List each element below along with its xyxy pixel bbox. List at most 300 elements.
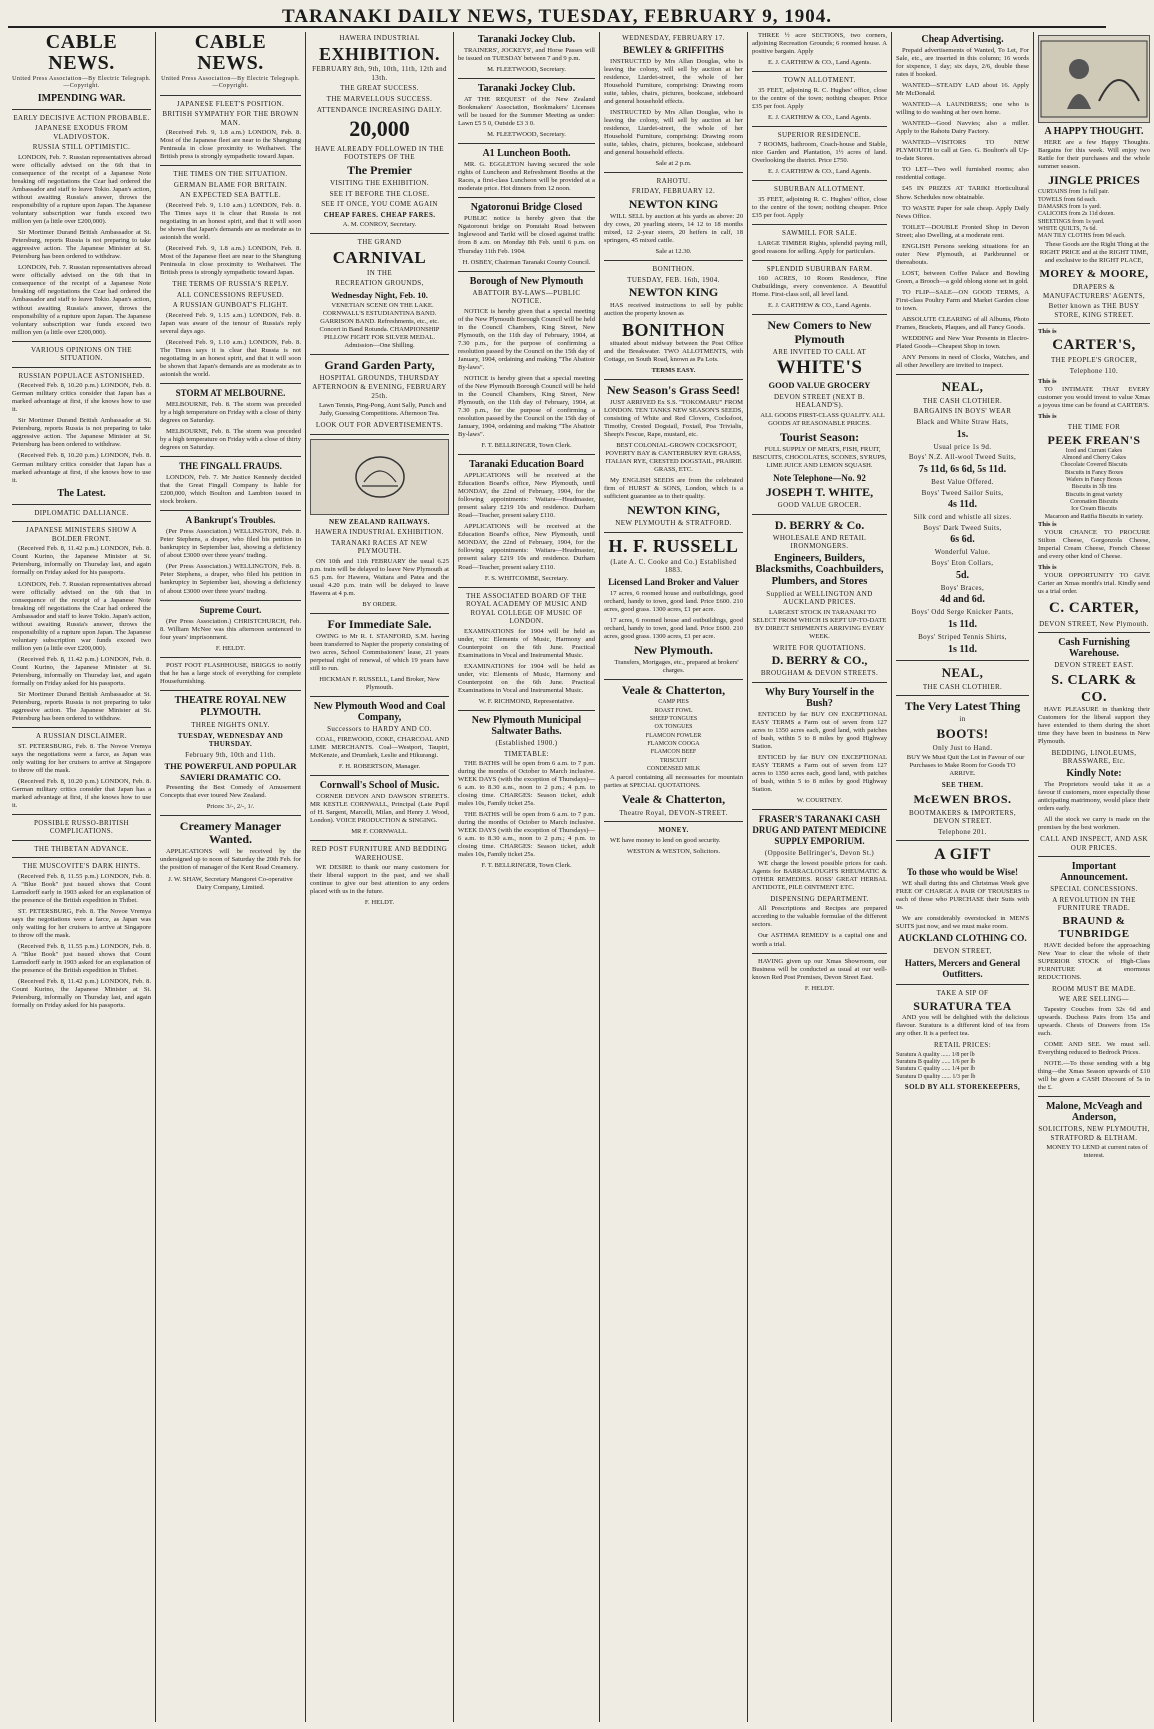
engineers-heading: Engineers, Builders, Blacksmiths, Coachbuilders, Plumbers, and Stores (755, 552, 884, 587)
cheese: YOUR CHANCE TO PROCURE Stilton Cheese, Gorgonzola Cheese, Imperial Cream Cheese, French Cheese and every other kind of Cheese. (1038, 528, 1150, 561)
neal-heading: NEAL, (941, 379, 984, 395)
farm-body: 160 ACRES, 10 Room Residence, Fine Outbuildings, every convenience. A Beautiful Home. First-class soil, all level land. (752, 275, 887, 299)
xmas-body: HAVING given up our Xmas Showroom, our Business will be conducted as usual at our well-known Red Post Premises, Devon Street East. (752, 957, 887, 981)
exhibition-number: 20,000 (349, 116, 410, 142)
neal-price: 4s 11d. (948, 499, 977, 511)
carters-sub: THE PEOPLE'S GROCER, (1050, 356, 1138, 365)
newton-king-heading: NEWTON KING (628, 285, 719, 300)
garden-body: Lawn Tennis, Ping-Pong, Aunt Sally, Punch and Judy, Guessing Competitions. Afternoon Tea. (318, 402, 446, 418)
jockey-sign: M. FLEETWOOD, Secretary. (487, 66, 566, 74)
garden-heading: Grand Garden Party, (324, 358, 435, 373)
small-ad: WANTED—VISITORS TO NEW PLYMOUTH to call at Geo. G. Boulton's all Up-to-date Stores. (896, 139, 1029, 163)
music-board-body: EXAMINATIONS for 1904 will be held as under, viz: Elements of Music, Harmony and Counterpoint on the 6th June. Practical Examinations in Vocal and Instrumental Music. (458, 627, 595, 659)
russell-body: 17 acres, 6 roomed house and outbuildings, good orchard, handy to town, good land. Price £600. 210 acres, good grass. 1300 acres, £1 per acre. (604, 589, 743, 613)
newton-king-sale: Sale at 12.30. (655, 248, 692, 256)
music-board-heading: THE ASSOCIATED BOARD OF THE ROYAL ACADEMY OF MUSIC AND ROYAL COLLEGE OF MUSIC OF LONDON. (465, 591, 588, 626)
cash-heading: Cash Furnishing Warehouse. (1058, 637, 1130, 660)
article-body: (Received Feb. 8, 10.20 p.m.) LONDON, Feb. 8. German military critics consider that Japan has a marked advantage at first, if she knows how to use it. (12, 382, 151, 414)
article-body: ST. PETERSBURG, Feb. 8. The Novoe Vremya says the negotiations were a farce, as Japan was only waiting for her cruisers to arrive at Singapore to throw off the mask. (12, 742, 151, 774)
bedding: BEDDING, LINOLEUMS, BRASSWARE, Etc. (1051, 748, 1137, 766)
neal-heading: NEAL, (941, 664, 984, 680)
hatters: Hatters, Mercers and General Outfitters. (904, 958, 1021, 979)
article-body: Sir Mortimer Durand British Ambassador at St. Petersburg, reports Russia is not preparing to take aggressive action. The Japanese Minister at St. Petersburg has been ordered to withdraw. (12, 417, 151, 449)
music-board-sign: W. F. RICHMOND, Representative. (478, 697, 575, 705)
tourist-body: FULL SUPPLY OF MEATS, FISH, FRUIT, BISCUITS, CHOCOLATES, SCONES, SYRUPS, LIME JUICE AND LEMON SQUASH. (752, 445, 887, 469)
subhead: A RUSSIAN GUNBOAT'S FLIGHT. (172, 301, 289, 310)
music-heading: Cornwall's School of Music. (319, 780, 440, 792)
veale-heading: Veale & Chatterton, (621, 792, 726, 807)
carnival-date: Wednesday Night, Feb. 10. (331, 289, 428, 300)
rahotu: RAHOTU. (656, 176, 691, 185)
peek-list (1038, 448, 1150, 521)
carter-name: C. CARTER, (1049, 600, 1139, 617)
berry-heading: D. BERRY & Co. (774, 517, 865, 532)
carnival-line: IN THE (366, 268, 393, 277)
morey-heading: MOREY & MOORE, (1039, 267, 1149, 280)
revolution: A REVOLUTION IN THE FURNITURE TRADE. (1052, 895, 1136, 913)
town-heading: TOWN ALLOTMENT. (783, 76, 856, 85)
subhead: JAPANESE MINISTERS SHOW A BOLDER FRONT. (26, 526, 137, 543)
neal-item: Boys' Dark Tweed Suits, (923, 523, 1002, 532)
subhead: THE MUSCOVITE'S DARK HINTS. (22, 862, 141, 871)
article-body: (Received Feb. 8, 11.42 p.m.) LONDON, Feb. 8. Count Kurino, the Japanese Minister at St. Petersburg, informally on Thursday last, and again formally on Friday asked for his passports. (12, 978, 151, 1010)
column-2 (156, 32, 306, 1722)
opportunity: YOUR OPPORTUNITY TO GIVE Carter an Xmas month's trial. Kindly send us a trial order. (1038, 572, 1150, 596)
neal-price: 5d. (955, 569, 970, 581)
mcewen-sub: BOOTMAKERS & IMPORTERS, DEVON STREET. (909, 808, 1016, 826)
telephone: Note Telephone—No. 92 (773, 472, 866, 483)
supreme-heading: Supreme Court. (199, 604, 262, 615)
education-heading: Taranaki Education Board (469, 459, 584, 471)
red-post-body: WE DESIRE to thank our many customers for their liberal support in the past, and we shall continue to give our best attention to any orders placed with us in the future. (310, 864, 449, 896)
bewley-body: INSTRUCTED by Mrs Allan Douglas, who is leaving the colony, will sell by auction at her residence, Liardet-street, the whole of her Household Furniture, comprising: Drawing room suite, tables, chairs, pictures, bookcase, sideboard and general household effects. (604, 57, 743, 105)
gift-body: WE shall during this and Christmas Week give FREE OF CHARGE A PAIR OF TROUSERS to each of those who PURCHASE their Suits with us. (896, 879, 1029, 911)
article-body: LONDON, Feb. 7. Mr Justice Kennedy decided that the Great Fingall Company is liable for £200,000, which Boulton and Lambton issued in stock brokers. (160, 474, 301, 506)
exhibition-line: THE GREAT SUCCESS. (340, 84, 419, 93)
small-ads-list (896, 82, 1029, 370)
exhibition-line: SEE IT ONCE, YOU COME AGAIN (321, 200, 438, 209)
seed-also: BEST COLONIAL-GROWN COCKSFOOT, POVERTY BAY & CANTERBURY RYE GRASS, ITALIAN RYE, CRESTED DOGSTAIL, PRAIRIE GRASS, ETC. (605, 441, 742, 474)
subhead: THE THIBETAN ADVANCE. (34, 844, 129, 853)
column-6 (748, 32, 892, 1722)
article-body: (Received Feb. 8, 11.55 p.m.) LONDON, Feb. 8. A "Blue Book" just issued shows that Count Lamsdorff early in 1903 asked for an explanation of the presence of the British expedition in Thibet. (12, 943, 151, 975)
neal-item: Best Value Offered. (931, 477, 994, 486)
neal-item: Boys' Odd Serge Knicker Pants, (911, 608, 1014, 617)
jockey-sign: M. FLEETWOOD, Secretary. (487, 131, 566, 139)
latest-in: in (959, 715, 966, 724)
article-body: (Received Feb. 9, 1.10 a.m.) LONDON, Feb. 8. The Times says it is clear that Russia is not negotiating in an honest spirit, and that it will soon be shown that Japan's demands are as moderate as to astonish the world. (160, 201, 301, 242)
bush-sign: W. COURTNEY. (796, 797, 843, 805)
theatre-body: Presenting the Best Comedy of Amusement Concepts that ever toured New Zealand. (160, 783, 301, 799)
column-7 (892, 32, 1034, 1722)
selling: WE ARE SELLING— (1058, 995, 1130, 1004)
bewley-sale: Sale at 2 p.m. (655, 159, 692, 167)
peek-item: Iced and Currant Cakes (1065, 447, 1123, 454)
veale-item: OX TONGUES (654, 724, 693, 731)
veale-item: ROAST FOWL (654, 707, 693, 714)
fraser-sub: (Opposite Bellringer's, Devon St.) (764, 849, 875, 858)
exhibition-sign: A. M. CONROY, Secretary. (342, 221, 417, 229)
red-post-sign: F. HELDT. (364, 899, 395, 907)
jockey-heading: Taranaki Jockey Club. (477, 83, 576, 95)
neal-item: Boys' Braces, (940, 583, 985, 592)
russell-licence: Licensed Land Broker and Valuer (608, 576, 739, 587)
baths-timetable: TIMETABLE: (503, 749, 550, 758)
suratura-price: Suratura B quality ...... 1/6 per lb (896, 1059, 975, 1066)
peek-item: Almond and Cherry Cakes (1061, 455, 1127, 462)
neal-item: Silk cord and whistle all sizes. (913, 513, 1012, 522)
veale-item: FLAMCON COOGA (647, 741, 700, 748)
gift-sub: To those who would be Wise! (906, 866, 1019, 877)
theatre-dates: February 9th, 10th and 11th. (185, 750, 276, 759)
neal-price: 1s. (956, 428, 969, 440)
newton-king-heading: NEWTON KING, (627, 503, 720, 518)
neal-item: Wonderful Value. (934, 548, 991, 557)
peek-item: Coronation Biscuits (1070, 499, 1118, 506)
tourist-heading: Tourist Season: (779, 429, 860, 444)
education-body: APPLICATIONS will be received at the Education Board's office, New Plymouth, until MONDAY, the 22nd of February, 1904, for the following appointments: Waitara—Headmaster, present salary £219 10s and residence. Durham Road—Teacher, present salary £110. (458, 523, 595, 571)
garden-look: LOOK OUT FOR ADVERTISEMENTS. (315, 421, 444, 430)
cash-sub: DEVON STREET EAST. (1054, 661, 1134, 670)
subhead: RUSSIA STILL OPTIMISTIC. (32, 143, 131, 152)
article-body: MELBOURNE, Feb. 8. The storm was preceded by a high temperature on Friday with a close of thirty degrees on Saturday. (160, 401, 301, 425)
neal-price: 1s 11d. (948, 643, 977, 655)
theatre-dates: TUESDAY, WEDNESDAY AND THURSDAY. (177, 731, 284, 749)
small-ad: ANY Persons in need of Clocks, Watches, and all other Jewellery are invited to inspect. (896, 354, 1029, 370)
woodcut-image (1038, 35, 1150, 123)
article-body: Sir Mortimer Durand British Ambassador at St. Petersburg, reports Russia is not preparing to take aggressive action. The Japanese Minister at St. Petersburg has been ordered to withdraw. (12, 229, 151, 261)
neal-body: BARGAINS IN BOYS' WEAR (913, 407, 1012, 416)
column-1 (8, 32, 156, 1722)
veale-item: SHEEP TONGUES (649, 716, 698, 723)
kindly-body: The Proprietors would take it as a favour if customers, more especially those anticipating matrimony, would place their orders early. (1038, 780, 1150, 813)
exhibition-line: CHEAP FARES. CHEAP FARES. (323, 210, 436, 219)
bonithon-body: situated about midway between the Post Office and the Breakwater. TWO ALLOTMENTS, with Cottage, on South Road, known as Pa Lots. (604, 339, 743, 363)
article-body: MELBOURNE, Feb. 8. The storm was preceded by a high temperature on Friday with a close of thirty degrees on Saturday. (160, 428, 301, 452)
mcewen-heading: McEWEN BROS. (913, 792, 1012, 807)
malone-sub: SOLICITORS, NEW PLYMOUTH, STRATFORD & ELTHAM. (1038, 1125, 1150, 1142)
berry-heading: D. BERRY & CO., (771, 653, 868, 668)
auckland-heading: AUCKLAND CLOTHING CO. (898, 933, 1027, 944)
newton-king-body: WILL SELL by auction at his yards as above: 20 dry cows, 20 yearling steers, 14 12 to 18 months mixed, 12 2-year steers, 20 heifers in calf, 18 springers, 45 mixed cattle. (604, 213, 743, 245)
see-them: SEE THEM. (941, 781, 984, 790)
music-sign: MR F. CORNWALL. (351, 828, 408, 836)
neal-item: Boys' N.Z. All-wool Tweed Suits, (908, 453, 1017, 462)
bewley-heading: BEWLEY & GRIFFITHS (623, 44, 724, 55)
sip: TAKE A SIP OF (936, 988, 989, 997)
bridge-body: PUBLIC notice is hereby given that the Ngatoronui bridge on Ponutahi Road between Inglewood and Tariki will be closed against traffic from 8 a.m. on Monday 8th Feb. until 6 p.m. on Thursday 11th Feb. 1904. (458, 215, 595, 255)
jingle-item: CALICOES from 2s 11d dozen. (1038, 211, 1115, 218)
jingle-item: WHITE QUILTS, 7s 6d. (1038, 225, 1097, 232)
grocery-address: DEVON STREET (NEXT B. HEALAND'S). (774, 392, 865, 410)
small-ad: ENGLISH Persons seeking situations for an outer New Plymouth, at Parkbrunnel or thereabouts. (896, 242, 1029, 266)
grocery-heading: GOOD VALUE GROCERY (768, 380, 871, 391)
theatre-heading: THEATRE ROYAL NEW PLYMOUTH. (174, 694, 287, 718)
dispensing-heading: DISPENSING DEPARTMENT. (770, 894, 869, 903)
peek-item: Ice Cream Biscuits (1071, 506, 1117, 513)
red-post-heading: RED POST FURNITURE AND BEDDING WAREHOUSE. (311, 845, 448, 862)
subhead: RUSSIAN POPULACE ASTONISHED. (18, 371, 145, 380)
sclark-body: HAVE PLEASURE in thanking their Customers for the liberal support they have extended to them during the short time they have been in business in New Plymouth. (1038, 705, 1150, 745)
carnival-pre: THE GRAND (357, 238, 402, 247)
grocery-body: ALL GOODS FIRST-CLASS QUALITY. ALL GOODS AT REASONABLE PRICES. (760, 411, 885, 427)
come: COME AND SEE. We must sell. Everything reduced to Bedrock Prices. (1038, 1040, 1150, 1056)
neal-item: Usual price 1s 9d. (933, 442, 992, 451)
jingle-item: DAMASKS from 1s yard. (1038, 203, 1101, 210)
jockey-body: TRAINERS', JOCKEYS', and Horse Passes will be issued on TUESDAY between 7 and 9 p.m. (458, 47, 595, 63)
fraser-body: WE charge the lowest possible prices for cash. Agents for BARRACLOUGH'S RHEUMATIC & OTHER REMEDIES. ROSS' GREAT HERBAL ANTIDOTE, PILE OINTMENT ETC. (752, 859, 887, 891)
this-is: This is (1038, 564, 1057, 572)
small-ad: ABSOLUTE CLEARING of all Albums, Photo Frames, Brackets, Plaques, and all Fancy Goods. (896, 315, 1029, 331)
exhibition-pre: HAWERA INDUSTRIAL (339, 34, 420, 42)
subhead: THE TIMES ON THE SITUATION. (173, 170, 288, 179)
music-body: CORNER DEVON AND DAWSON STREETS. MR KESTLE CORNWALL, Principal (Late Pupil of H. Sargent, Marcelli, Milan, and Henry J. Wood, London). VOICE PRODUCTION & SINGING. (310, 793, 449, 825)
borough-sign: F. T. BELLRINGER, Town Clerk. (481, 442, 572, 450)
residence-body: 7 ROOMS, bathroom, Coach-house and Stable, nice Garden and Plantation, 1½ acres of land. Overlooking the district. Price £750. (752, 141, 887, 165)
money-heading: MONEY. (658, 826, 689, 835)
latest-thing-heading: The Very Latest Thing (904, 699, 1021, 714)
premier: The Premier (347, 162, 412, 177)
article-body: (Received Feb. 8, 11.55 p.m.) LONDON, Feb. 8. A "Blue Book" just issued shows that Count Lamsdorff early in 1903 asked for an explanation of the presence of the British expedition in Thibet. (12, 872, 151, 905)
article-body: (Received Feb. 9, 1.10 a.m.) LONDON, Feb. 8. The Times says it is clear that Russia is not negotiating in an honest spirit, and that it will soon be shown that Japan's demands are as moderate as to astonish the world. (160, 338, 301, 379)
quotations: WRITE FOR QUOTATIONS. (772, 643, 867, 652)
happy-body: HERE are a few Happy Thoughts. Bargains for this week. Will enjoy two Rattle for their purchases and the whole summer season. (1038, 139, 1150, 171)
boots-heading: BOOTS! (936, 726, 989, 741)
exhibition-line: ATTENDANCE INCREASING DAILY. (316, 105, 443, 114)
newton-king-heading: NEWTON KING (628, 196, 719, 211)
suratura-price: Suratura A quality ...... 1/8 per lb (896, 1051, 975, 1058)
berry-sub: WHOLESALE AND RETAIL IRONMONGERS. (772, 533, 867, 551)
suratura-body: AND you will be delighted with the delicious flavour. Suratura is a different kind of tea from any other. It is a perfect tea. (896, 1014, 1029, 1038)
small-ad: WEDDING and New Year Presents in Electro-Plated Goods—Cheapest Shop in town. (896, 334, 1029, 350)
subhead: EARLY DECISIVE ACTION PROBABLE. (13, 113, 150, 122)
suratura-price: Suratura C quality ...... 1/4 per lb (896, 1066, 975, 1073)
veale-item: CONDENSED MILK (646, 765, 701, 772)
borough-heading: Borough of New Plymouth (469, 275, 584, 287)
article-body: ST. PETERSBURG, Feb. 8. The Novoe Vremya says the negotiations were a farce, as Japan was only waiting for her cruisers to arrive at Singapore to throw off the mask. (12, 908, 151, 940)
white-sub: GOOD VALUE GROCER. (777, 501, 862, 510)
subhead: GERMAN BLAME FOR BRITAIN. (173, 180, 288, 189)
garden-sub: HOSPITAL GROUNDS, THURSDAY AFTERNOON & EVENING, FEBRUARY 25th. (312, 374, 447, 400)
baths-heading: New Plymouth Municipal Saltwater Baths. (471, 714, 582, 737)
small-ad: WANTED—A LAUNDRESS; one who is willing to do washing at her own home. (896, 101, 1029, 117)
exhibition-line: SEE IT BEFORE THE CLOSE. (329, 189, 430, 198)
subhead: A RUSSIAN DISCLAIMER. (35, 732, 128, 741)
boots-sub: Only Just to Hand. (932, 743, 993, 752)
neal-tag: THE CASH CLOTHIER. (922, 682, 1003, 691)
subhead: VARIOUS OPINIONS ON THE SITUATION. (31, 345, 132, 363)
small-ad: TO LET—Two well furnished rooms; also residential cottage. (896, 166, 1029, 182)
jingle-heading: JINGLE PRICES (1048, 173, 1140, 188)
carters-heading: CARTER'S, (1052, 337, 1136, 354)
railway-heading: NEW ZEALAND RAILWAYS. (329, 517, 430, 526)
money-sign: WESTON & WESTON, Solicitors. (626, 847, 721, 855)
railway-crest-image (310, 439, 449, 515)
peek-heading: PEEK FREAN'S (1047, 433, 1141, 448)
neal-price: 6s 6d. (950, 534, 975, 546)
article-body: (Received Feb. 8, 11.42 p.m.) LONDON, Feb. 8. Count Kurino, the Japanese Minister at St. Petersburg, informally on Thursday last, and again formally on Friday asked for his passports. (12, 545, 151, 577)
fraser-heading: FRASER'S TARANAKI CASH DRUG AND PATENT MEDICINE SUPPLY EMPORIUM. (752, 814, 887, 847)
note: NOTE.—To those sending with a big thing—the Xmas Season upwards of £10 will be given a CASH Discount of 5s in the £. (1038, 1060, 1150, 1092)
article-body: (Per Press Association.) WELLINGTON, Feb. 8. Peter Stephens, a draper, who filed his petition in bankruptcy in September last, showing a deficiency of about £3000 over three years' trading. (160, 528, 301, 560)
woodcut-figure-icon (1039, 39, 1149, 119)
veale-sub: Theatre Royal, DEVON-STREET. (619, 808, 728, 817)
kindly-body: All the stock we carry is made on the premises by the best workmen. (1038, 816, 1150, 832)
neal-price: 1s 11d. (948, 618, 977, 630)
russell-body: 17 acres, 6 roomed house and outbuildings, good orchard, handy to town, good land. Price £600. 210 acres, good grass. 1300 acres, £1 per acre. (604, 616, 743, 640)
subhead: ALL CONCESSIONS REFUSED. (176, 290, 285, 299)
veale-item: FLAMCON BEEF (650, 749, 697, 756)
column-4 (454, 32, 600, 1722)
cheap-ads-heading: Cheap Advertising. (921, 34, 1004, 45)
article-body: LONDON, Feb. 7. Russian representatives abroad were officially advised on the 6th that in consequence of the receipt of a Japanese Note breaking off negotiations the Czar had ordered the Ambassador and staff to leave Tokio. Japan's action, without awaiting Russia's answer, throws the responsibility of a rupture upon Japan. The Japanese voluntary subscription war funds exceed two million yen (a little over £200,000). (12, 580, 151, 652)
cable-news-heading: CABLE NEWS. (45, 31, 118, 74)
subhead: JAPANESE EXODUS FROM VLADIVOSTOK. (34, 124, 129, 141)
selling-body: Tapestry Couches from 32s 6d and upwards. Duchess Pairs from 15s and upwards. Chests of Drawers from 15s each. (1038, 1005, 1150, 1037)
jingle-item: TOWELS from 6d each. (1038, 196, 1097, 203)
article-body: (Per Press Association.) CHRISTCHURCH, Feb. 8. William McNee was this afternoon sentenced to four years' imprisonment. (160, 617, 301, 641)
braund-body: HAVE decided before the approaching New Year to clear the whole of their SUPERIOR STOCK of High-Class FURNITURE at enormous REDUCTIONS. (1038, 941, 1150, 981)
borough-sub: ABATTOIR BY-LAWS—PUBLIC NOTICE. (472, 288, 581, 306)
asthma: Our ASTHMA REMEDY is a capital one and worth a trial. (752, 932, 887, 948)
jockey-body: AT THE REQUEST of the New Zealand Bookmakers' Association, Bookmakers' Licenses will be issued for the Summer Meeting as under: Lawn £5 5 0, Outside £3 3 0. (458, 96, 595, 128)
berry-sub: BROUGHAM & DEVON STREETS. (760, 669, 879, 678)
sale-body: OWING to Mr R. I. STANFORD, S.M. having been transferred to Napier the property consisting of two acres, School Commissioners' lease, 21 years perpetual right of renewal, of which 19 years have still to run. (310, 633, 449, 673)
creamery-heading: Creamery Manager Wanted. (179, 819, 282, 847)
veale-item: FLAMCON FOWLER (645, 732, 702, 739)
baths-sub: (Established 1900.) (495, 738, 558, 747)
creamery-sign: J. W. SHAW, Secretary Mangorei Co-operative Dairy Company, Limited. (168, 875, 293, 891)
jockey-heading: Taranaki Jockey Club. (477, 34, 576, 45)
white-name: JOSEPH T. WHITE, (765, 484, 874, 499)
retail-heading: RETAIL PRICES: (933, 1041, 992, 1050)
property-sign: E. J. CARTHEW & CO., Land Agents. (768, 113, 871, 121)
russell-sub: (Late A. C. Cooke and Co.) Established 1883. (610, 557, 737, 575)
carnival-body: VENETIAN SCENE ON THE LAKE. CORNWALL'S ESTUDIANTINA BAND. GARRISON BAND. Refreshments, etc., etc. Concert in Band Rotunda. CHAMPIONSHIP PILLOW FIGHT FOR SILVER MEDAL. Admission—One Shilling. (319, 302, 440, 350)
kindly-heading: Kindly Note: (1066, 767, 1122, 779)
bonithon-date: TUESDAY, FEB. 16th, 1904. (627, 275, 720, 284)
call: CALL AND INSPECT, AND ASK OUR PRICES. (1040, 835, 1148, 852)
neal-item: Black and White Straw Hats, (916, 418, 1009, 427)
article-body: (Received Feb. 9, 1.15 a.m.) LONDON, Feb. 8. Japan was aware of the tenour of Russia's reply several days ago. (160, 311, 301, 335)
subhead: DIPLOMATIC DALLIANCE. (34, 508, 129, 517)
seed-heading: New Season's Grass Seed! (606, 382, 740, 397)
new-plymouth-heading: New Plymouth. (634, 643, 713, 658)
luncheon-heading: A1 Luncheon Booth. (482, 148, 571, 160)
veale-item-list (604, 699, 743, 773)
storm-heading: STORM AT MELBOURNE. (175, 388, 286, 399)
peek-item: Biscuits in 3lb tins (1071, 484, 1117, 491)
bonithon-terms: TERMS EASY. (651, 366, 696, 374)
peek-item: Biscuits in Fancy Boxes (1064, 469, 1124, 476)
baths-body: THE BATHS will be open from 6 a.m. to 7 p.m. during the months of October to March inclusive. WEEK DAYS (with the exception of Thursdays)—6 a.m. to 8.30 a.m., noon to 2 p.m.; 4 p.m. to closing time. CHARGES: Season ticket, adult males 10s, Family ticket 25s. (458, 811, 595, 859)
small-ad: LOST, between Coffee Palace and Bowling Green, a Brooch—a gold oblong stone set in gold. (896, 269, 1029, 285)
luncheon-body: MR. G. EGGLETON having secured the sole rights of Luncheon and Refreshment Booths at the Races, a first-class Luncheon will be provided at a moderate price. Hot dinners from 12 noon. (458, 161, 595, 193)
railway-order: BY ORDER. (362, 600, 397, 608)
credit: United Press Association—By Electric Telegraph.—Copyright. (12, 76, 151, 90)
peek-item: Chocolate Covered Biscuits (1060, 462, 1128, 469)
cheap-ads-body: Prepaid advertisements of Wanted, To Let, For Sale, etc., are inserted in this column; 16 words for sixpence, 1 day; six days, 2/6, double these rates if booked. (896, 47, 1029, 79)
jingle-list (1038, 189, 1150, 240)
mcewen-tel: Telephone 201. (938, 827, 987, 836)
bush-heading: Why Bury Yourself in the Bush? (764, 686, 875, 709)
suratura-heading: SURATURA TEA (913, 999, 1012, 1014)
this-is: This is (1038, 377, 1057, 385)
newton-king-body: HAS received instructions to sell by public auction the property known as (604, 301, 743, 317)
education-body: APPLICATIONS will be received at the Education Board's office, New Plymouth, until MONDAY, the 22nd of February, 1904, for the following appointments: Waitara—Headmaster, present salary £219 10s and residence. Durham Road—Teacher, present salary £110. (458, 472, 595, 520)
advert-body: POST FOOT FLASHHOUSE, BRIGGS to notify that he has a large stock of everything for complete Housefurnishing. (160, 661, 301, 685)
xmas-sign: F. HELDT. (804, 984, 835, 992)
frauds-heading: THE FINGALL FRAUDS. (179, 461, 282, 472)
carnival-heading: CARNIVAL (332, 247, 427, 267)
exhibition-dates: FEBRUARY 8th, 9th, 10th, 11th, 12th and 13th. (312, 65, 447, 82)
theatre-prices: Prices: 3/-, 2/-, 1/. (206, 803, 255, 810)
sclark-heading: S. CLARK & CO. (1051, 672, 1137, 705)
bush-body: ENTICED by far BUY ON EXCEPTIONAL EASY TERMS a Farm out of seven from 127 acres to 1350 acres each, good land, with patches of bush, within 5 to 8 miles by good Highway Station. (752, 710, 887, 751)
sale-heading: For Immediate Sale. (327, 616, 432, 631)
gift-body: We are considerably overstocked in MEN'S SUITS just now, and we must make room. (896, 914, 1029, 930)
railway-body: ON 10th and 11th FEBRUARY the usual 6.25 p.m. train will be delayed to leave New Plymouth at 6.5 p.m. for Hawera, Waitara and Patea and the usual 4.20 p.m. train will be delayed to leave Hawera at 4 p.m. (310, 557, 449, 597)
article-body: (Received Feb. 8, 10.20 p.m.) LONDON, Feb. 8. German military critics consider that Japan has a marked advantage at first, if she knows how to use it. (12, 452, 151, 484)
jingle-item: SHEETINGS from 1s yard. (1038, 218, 1105, 225)
exhibition-line: THE MARVELLOUS SUCCESS. (326, 95, 433, 104)
bridge-heading: Ngatoronui Bridge Closed (470, 202, 583, 214)
new-plymouth-body: Transfers, Mortgages, etc., prepared at brokers' charges. (614, 659, 739, 675)
room: ROOM MUST BE MADE. (1051, 984, 1137, 993)
whites-heading: WHITE'S (776, 357, 863, 379)
bonithon-pre: BONITHON. (652, 265, 695, 274)
exhibition-heading: EXHIBITION. (318, 43, 441, 64)
peek-item: Biscuits in great variety (1065, 491, 1123, 498)
cable-news-heading: CABLE NEWS. (194, 31, 267, 74)
boots-body: BUY We Must Quit the Lot in Favour of our Purchases to Make Room for Goods TO ARRIVE. (906, 754, 1025, 778)
money-body: WE have money to lend on good security. (610, 836, 721, 844)
sale-sign: HICKMAN F. RUSSELL, Land Broker, New Plymouth. (319, 676, 440, 692)
jingle-note: These Goods are the Right Thing at the RIGHT PRICE and at the RIGHT TIME, and exclusive to the RIGHT PLACE, (1039, 240, 1149, 264)
veale-heading: Veale & Chatterton, (621, 683, 726, 698)
suratura-price-list (896, 1052, 1029, 1081)
article-body: (Received Feb. 9, 1.8 a.m.) LONDON, Feb. 8. Most of the Japanese fleet are near to the Shangtung Peninsula in close proximity to Weihaiwei. The British press is strongly sympathetic toward Japan. (160, 245, 301, 277)
masthead-title: TARANAKI DAILY NEWS, TUESDAY, FEBRUARY 9, 1904. (282, 6, 832, 27)
farm-heading: SPLENDID SUBURBAN FARM. (766, 264, 873, 273)
sawmill-body: LARGE TIMBER Rights, splendid paying mill, good reasons for selling. Apply for particulars. (752, 239, 887, 255)
railway-sub: TARANAKI RACES AT NEW PLYMOUTH. (331, 538, 428, 556)
suratura-price: Suratura D quality ...... 1/3 per lb (896, 1073, 976, 1080)
neal-item: Boys' Striped Tennis Shirts, (918, 633, 1007, 642)
exhibition-line: HAVE ALREADY FOLLOWED IN THE FOOTSTEPS OF THE (315, 144, 444, 162)
time-for: THE TIME FOR (1067, 422, 1121, 431)
neal-item: Boys' Eton Collars, (931, 559, 994, 568)
morey-sub: DRAPERS & MANUFACTURERS' AGENTS, (1042, 283, 1146, 300)
music-board-body: EXAMINATIONS for 1904 will be held as under, viz: Elements of Music, Harmony and Counterpoint on the 6th June. Practical Examinations in Vocal and Instrumental Music. (458, 662, 595, 694)
newcomers-heading: New Comers to New Plymouth (767, 318, 872, 346)
bush-body: ENTICED by far BUY ON EXCEPTIONAL EASY TERMS a Farm out of seven from 127 acres to 1350 acres each, good land, with patches of bush, within 5 to 8 miles by good Highway Station. (752, 754, 887, 794)
wood-body: COAL, FIREWOOD, COKE, CHARCOAL AND LIME MERCHANTS. Coal—Westport, Taupiri, McKenzie, and Drumlark, Leslie and Hikurangi. (310, 735, 449, 759)
subhead: JAPANESE FLEET'S POSITION. (176, 99, 285, 108)
baths-sign: F. T. BELLRINGER, Town Clerk. (481, 862, 572, 870)
railway-sub: HAWERA INDUSTRIAL EXHIBITION. (315, 528, 444, 537)
small-ad: £45 IN PRIZES AT TARIKI Horticultural Show. Schedules now obtainable. (896, 185, 1029, 201)
gift-heading: A GIFT (934, 846, 991, 864)
seed-english: My ENGLISH SEEDS are from the celebrated firm of HURST & SONS, London, which is a sufficient guarantee as to their quality. (604, 477, 743, 501)
dispensing-body: All Prescriptions and Recipes are prepared according to the valuable formulae of the different sectors. (752, 905, 887, 929)
seed-body: JUST ARRIVED Ex S.S. "TOKOMARU" FROM LONDON. TEN TANKS NEW SEASON'S SEEDS, consisting of White and Red Clovers, Cocksfoot, Timothy, Crested Dogstail, Foxtail, Poa Trivialis, Sheep's Fescue, Rape, mustard, etc. (604, 398, 743, 438)
veale-body: A parcel containing all necessaries for mountain parties at SPECIAL QUOTATIONS. (604, 774, 743, 790)
article-body: (Received Feb. 8, 11.42 p.m.) LONDON, Feb. 8. Count Kurino, the Japanese Minister at St. Petersburg, informally on Thursday last, and again formally on Friday asked for his passports. (12, 655, 151, 687)
subhead: AN EXPECTED SEA BATTLE. (180, 191, 281, 200)
small-ad: TO FLIP—SALE—ON GOOD TERMS, A First-class Poultry Farm and Market Garden close to town. (896, 288, 1029, 312)
baths-body: THE BATHS will be open from 6 a.m. to 7 p.m. during the months of October to March inclusive. WEEK DAYS (with the exception of Thursdays)—6 a.m. to 8.30 a.m., noon to 2 p.m.; 4 p.m. to closing time. CHARGES: Season ticket, adult males 10s, Family ticket 25s. (458, 760, 595, 808)
